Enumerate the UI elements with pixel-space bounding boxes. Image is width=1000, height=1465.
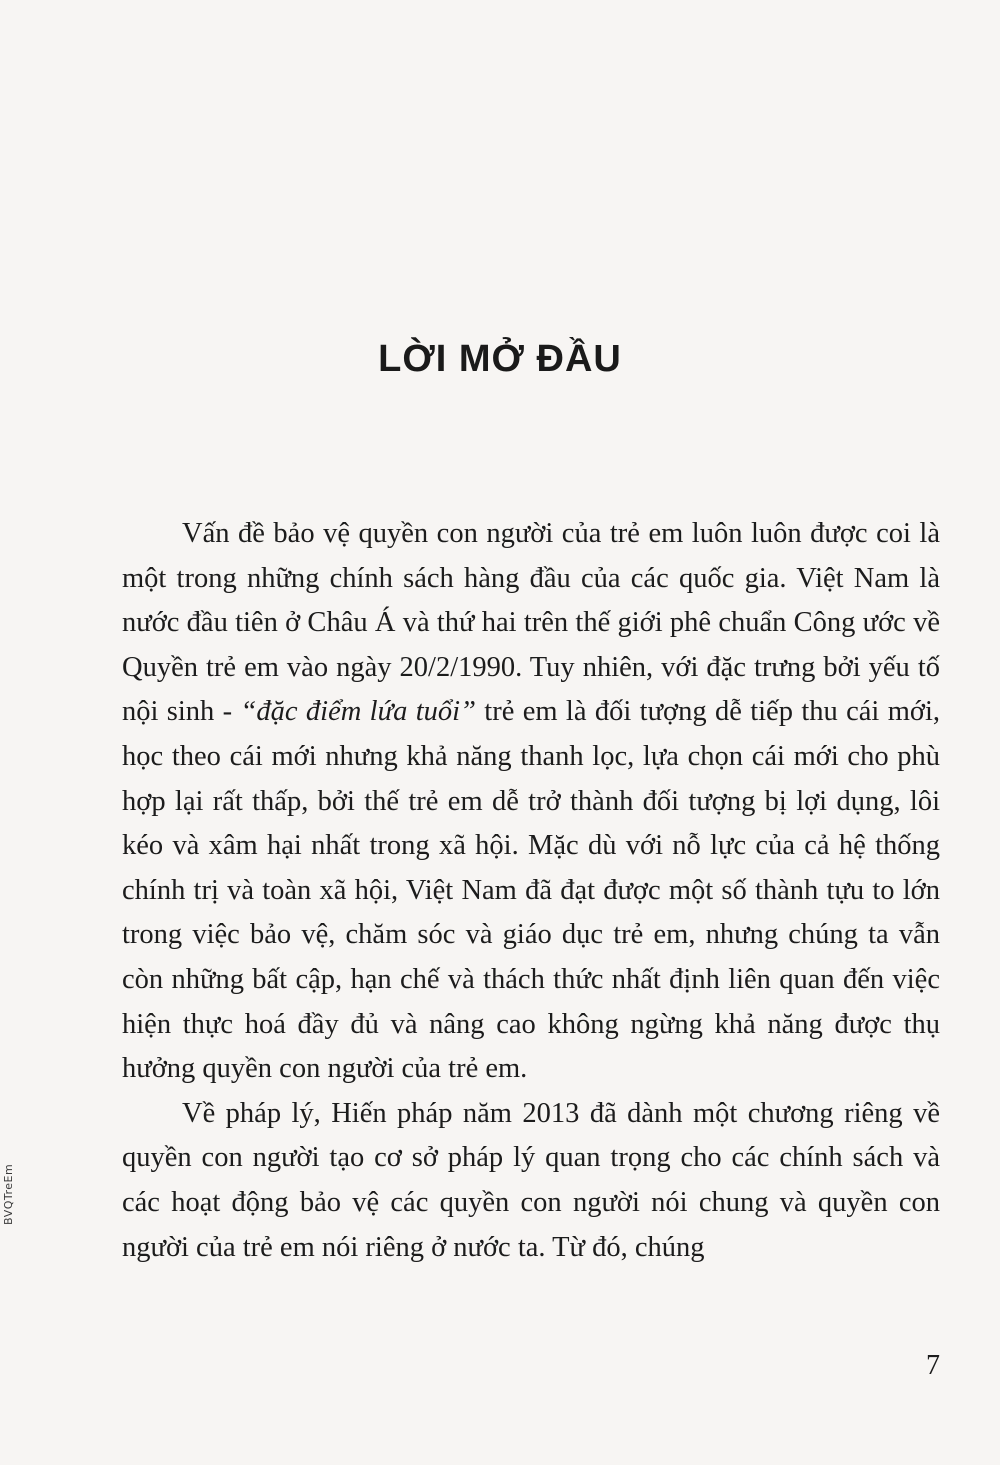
body-text	[122, 512, 940, 1270]
spine-tag: BVQTreEm	[2, 1163, 15, 1225]
paragraph-1-emphasis: “đặc điểm lứa tuổi”	[240, 696, 476, 728]
page-number: 7	[926, 1350, 940, 1381]
paragraph-1	[122, 512, 940, 1092]
paragraph-2: Về pháp lý, Hiến pháp năm 2013 đã dành một chương riêng về quyền con người tạo cơ sở pháp lý quan trọng cho các chính sách và các hoạt động bảo vệ các quyền con người nói chung và quyền con người của trẻ em nói riêng ở nước ta. Từ đó, chúng	[122, 1097, 940, 1263]
paragraph-1-text: Vấn đề bảo vệ quyền con người của trẻ em luôn luôn được coi là một trong những chính sách hàng đầu của các quốc gia. Việt Nam là nước đầu tiên ở Châu Á và thứ hai trên thế giới phê chuẩn Công ước về Quyền trẻ em vào ngày 20/2/1990. Tuy nhiên, với đặc trưng bởi yếu tố nội sinh -	[122, 518, 940, 728]
paragraph-1-text-cont: trẻ em là đối tượng dễ tiếp thu cái mới, học theo cái mới nhưng khả năng thanh lọc, lựa chọn cái mới cho phù hợp lại rất thấp, bởi thế trẻ em dễ trở thành đối tượng bị lợi dụng, lôi kéo và xâm hại nhất trong xã hội. Mặc dù với nỗ lực của cả hệ thống chính trị và toàn xã hội, Việt Nam đã đạt được một số thành tựu to lớn trong việc bảo vệ, chăm sóc và giáo dục trẻ em, nhưng chúng ta vẫn còn những bất cập, hạn chế và thách thức nhất định liên quan đến việc hiện thực hoá đầy đủ và nâng cao không ngừng khả năng được thụ hưởng quyền con người của trẻ em.	[122, 696, 940, 1085]
page-title: LỜI MỞ ĐẦU	[378, 338, 622, 380]
